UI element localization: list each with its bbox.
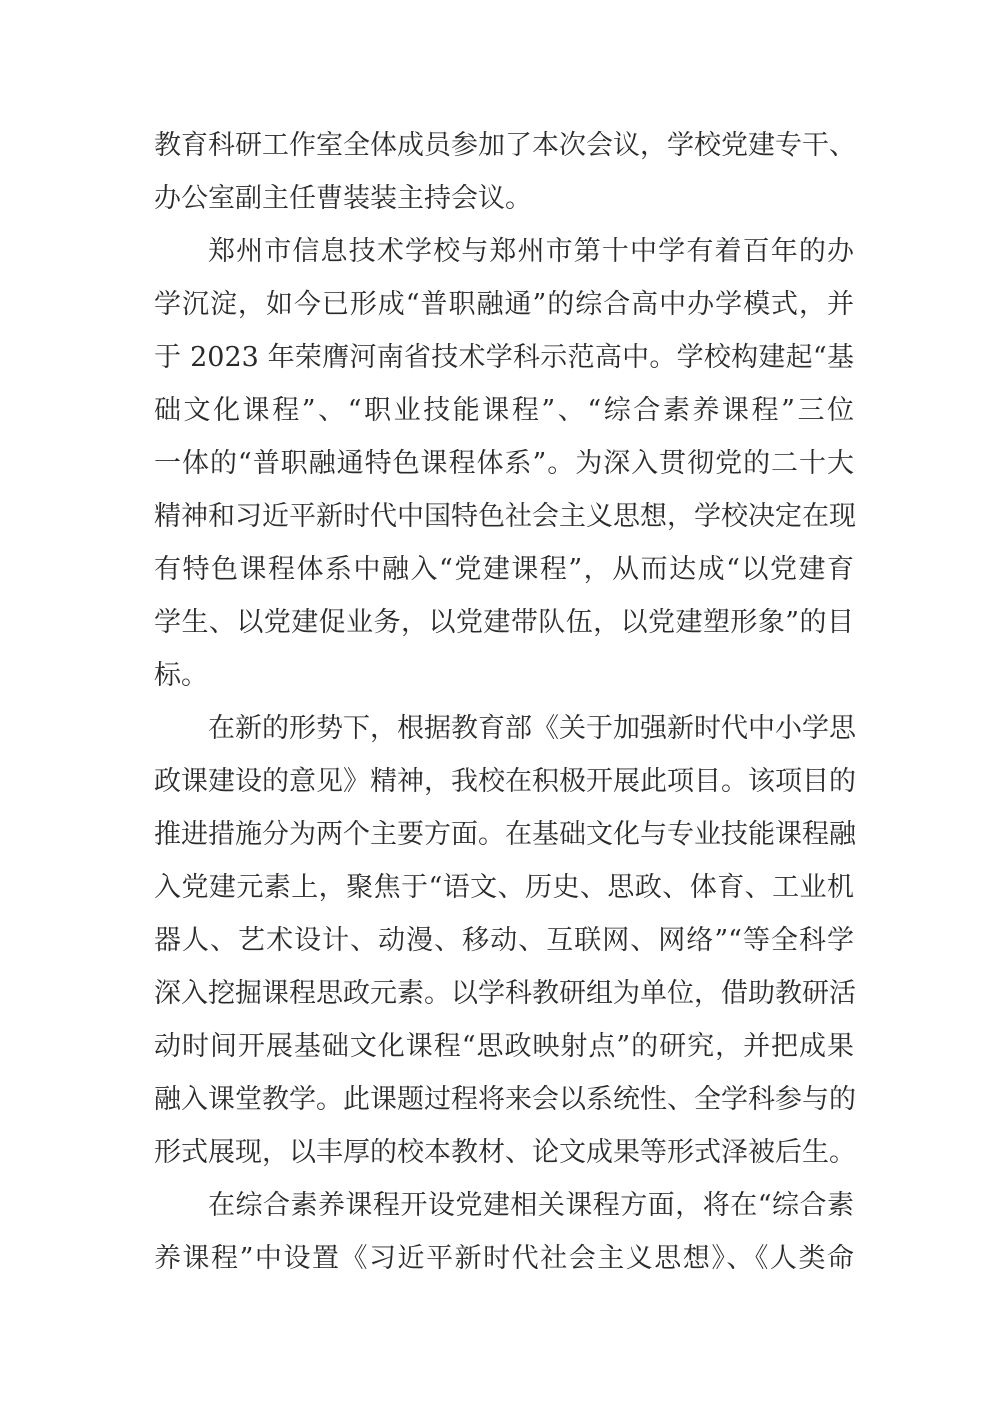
paragraph-2 <box>154 225 854 702</box>
paragraph-3 <box>154 702 854 1179</box>
text-line: 一体的“普职融通特色课程体系”。为深入贯彻党的二十大 <box>154 448 854 479</box>
text-line: 深入挖掘课程思政元素。以学科教研组为单位，借助教研活 <box>154 978 856 1009</box>
text-line: 推进措施分为两个主要方面。在基础文化与专业技能课程融 <box>154 819 856 850</box>
text-line: 入党建元素上，聚焦于“语文、历史、思政、体育、工业机 <box>154 872 854 903</box>
text-line: 学沉淀，如今已形成“普职融通”的综合高中办学模式，并 <box>154 289 854 320</box>
text-line: 养课程”中设置《习近平新时代社会主义思想》、《人类命 <box>154 1243 854 1274</box>
text-line: 动时间开展基础文化课程“思政映射点”的研究，并把成果 <box>154 1031 854 1062</box>
text-line: 标。 <box>154 660 208 691</box>
text-line: 学生、以党建促业务，以党建带队伍，以党建塑形象”的目 <box>154 607 854 638</box>
text-line: 精神和习近平新时代中国特色社会主义思想，学校决定在现 <box>154 501 856 532</box>
text-line: 政课建设的意见》精神，我校在积极开展此项目。该项目的 <box>154 766 856 797</box>
text-line: 于 2023 年荣膺河南省技术学科示范高中。学校构建起“基 <box>154 342 854 373</box>
text-line: 办公室副主任曹装装主持会议。 <box>154 183 532 214</box>
text-line: 郑州市信息技术学校与郑州市第十中学有着百年的办 <box>208 236 854 267</box>
text-line: 形式展现，以丰厚的校本教材、论文成果等形式泽被后生。 <box>154 1137 856 1168</box>
text-line: 在新的形势下，根据教育部《关于加强新时代中小学思 <box>208 713 856 744</box>
text-line: 础文化课程”、“职业技能课程”、“综合素养课程”三位 <box>154 395 854 426</box>
text-line: 融入课堂教学。此课题过程将来会以系统性、全学科参与的 <box>154 1084 856 1115</box>
body-text <box>154 119 854 1285</box>
paragraph-1 <box>154 119 854 225</box>
text-line: 教育科研工作室全体成员参加了本次会议，学校党建专干、 <box>154 130 856 161</box>
text-line: 器人、艺术设计、动漫、移动、互联网、网络”“等全科学 <box>154 925 854 956</box>
paragraph-4 <box>154 1179 854 1285</box>
text-line: 在综合素养课程开设党建相关课程方面，将在“综合素 <box>208 1190 854 1221</box>
text-line: 有特色课程体系中融入“党建课程”，从而达成“以党建育 <box>154 554 854 585</box>
